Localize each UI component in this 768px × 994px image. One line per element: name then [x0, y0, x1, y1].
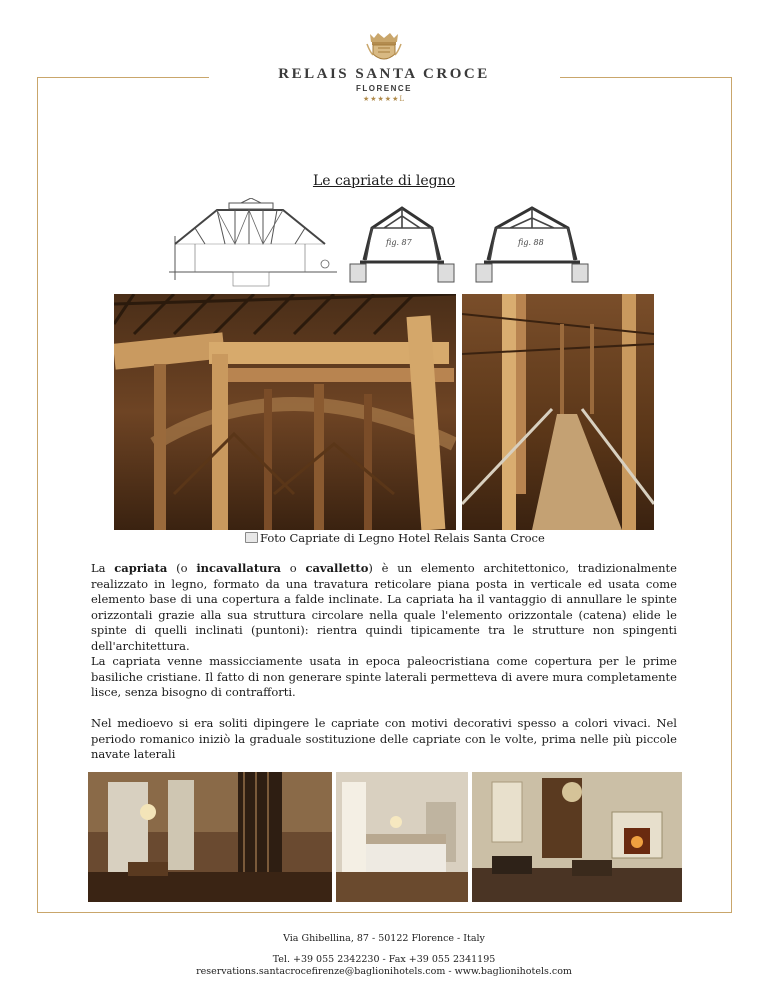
- attic-walkway-photo: [462, 294, 654, 530]
- crest-logo-icon: [364, 30, 404, 64]
- truss-diagram-3: [474, 204, 590, 290]
- footer-address: Via Ghibellina, 87 - 50122 Florence - Italy: [283, 933, 485, 944]
- footer-phone: Tel. +39 055 2342230 - Fax +39 055 2341195: [272, 954, 496, 965]
- paragraph-1: La capriata (o incavallatura o cavalletto) è un elemento architettonico, tradizionalmente realizzato in legno, formato da una travatura reticolare piana posta in verticale ed usata come elemento base di una copertura a falde inclinate. La capriata ha il vantaggio di annullare le spinte orizzontali grazie alla sua struttura circolare nella quale l'elemento orizzontale (catena) elide le spinte di quelli inclinati (puntoni): rientra quindi tipicamente tra le strutture non spingenti dell'architettura.: [91, 561, 677, 653]
- term-incavallatura: incavallatura: [196, 561, 282, 575]
- page-title: Le capriate di legno: [312, 173, 456, 189]
- term-cavalletto: cavalletto: [305, 561, 369, 575]
- truss-diagram-2: [344, 204, 460, 290]
- photo-caption: Foto Capriate di Legno Hotel Relais Santa Croce: [245, 531, 545, 545]
- brand-rating: ★★★★★L: [362, 95, 406, 103]
- image-icon: [245, 532, 258, 543]
- frame-right: [731, 77, 732, 912]
- footer-contacts: reservations.santacrocefirenze@baglionihotels.com - www.baglionihotels.com: [196, 966, 572, 977]
- hotel-salon-photo: [472, 772, 682, 902]
- diagram-3-label: fig. 88: [518, 238, 544, 247]
- frame-bottom: [37, 912, 732, 913]
- truss-diagram-1: [165, 198, 341, 290]
- hotel-bedroom-photo: [336, 772, 468, 902]
- paragraph-2: La capriata venne massicciamente usata in epoca paleocristiana come copertura per le prime basiliche cristiane. Il fatto di non generare spinte laterali permetteva di avere mura completamente lisce, senza bisogno di contrafforti.: [91, 654, 677, 699]
- attic-truss-photo-1: [114, 294, 456, 530]
- diagram-2-label: fig. 87: [386, 238, 412, 247]
- term-capriata: capriata: [114, 561, 168, 575]
- paragraph-3: Nel medioevo si era soliti dipingere le capriate con motivi decorativi spesso a colori vivaci. Nel periodo romanico iniziò la graduale sostituzione delle capriate con le volte, prima nelle più piccole navate laterali: [91, 716, 677, 761]
- brand-name: RELAIS SANTA CROCE: [278, 66, 490, 82]
- frame-left: [37, 77, 38, 912]
- hotel-lobby-photo: [88, 772, 332, 902]
- brand-city: FLORENCE: [356, 84, 412, 93]
